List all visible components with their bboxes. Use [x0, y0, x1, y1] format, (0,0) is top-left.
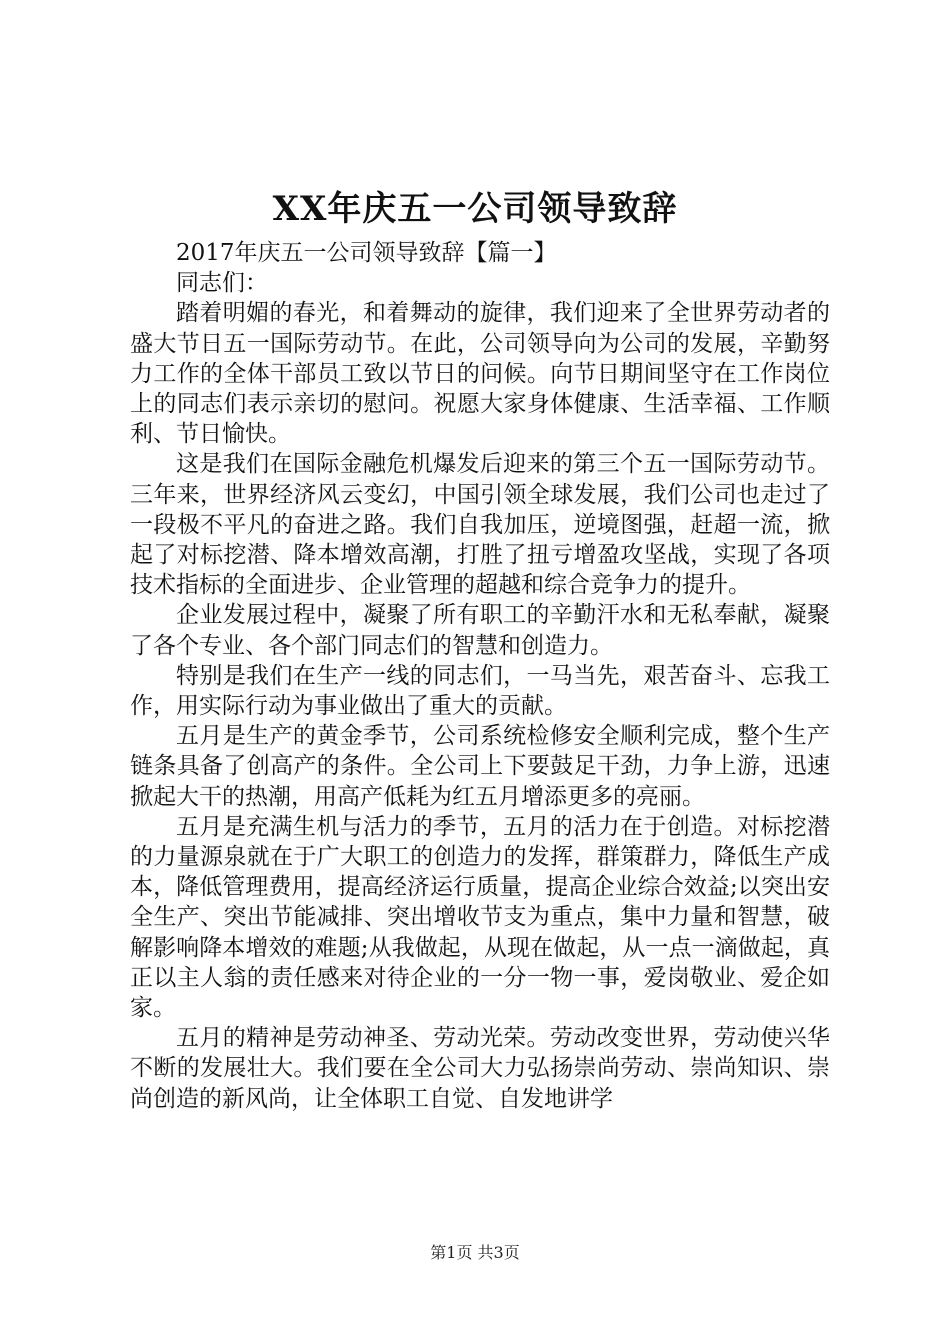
- paragraph: 特别是我们在生产一线的同志们，一马当先，艰苦奋斗、忘我工作，用实际行动为事业做出了重大的贡献。: [130, 662, 830, 720]
- paragraph: 这是我们在国际金融危机爆发后迎来的第三个五一国际劳动节。三年来，世界经济风云变幻，中国引领全球发展，我们公司也走过了一段极不平凡的奋进之路。我们自我加压，逆境图强，赶超一流，掀起了对标挖潜、降本增效高潮，打胜了扭亏增盈攻坚战，实现了各项技术指标的全面进步、企业管理的超越和综合竞争力的提升。: [130, 451, 830, 599]
- paragraph: 五月是充满生机与活力的季节，五月的活力在于创造。对标挖潜的力量源泉就在于广大职工的创造力的发挥，群策群力，降低生产成本，降低管理费用，提高经济运行质量，提高企业综合效益;以突出安全生产、突出节能减排、突出增收节支为重点，集中力量和智慧，破解影响降本增效的难题;从我做起，从现在做起，从一点一滴做起，真正以主人翁的责任感来对待企业的一分一物一事，爱岗敬业、爱企如家。: [130, 813, 830, 1022]
- section-heading: 2017年庆五一公司领导致辞【篇一】: [176, 240, 557, 266]
- document-body: [130, 238, 830, 1114]
- paragraph: 五月是生产的黄金季节，公司系统检修安全顺利完成，整个生产链条具备了创高产的条件。全公司上下要鼓足干劲，力争上游，迅速掀起大干的热潮，用高产低耗为红五月增添更多的亮丽。: [130, 723, 830, 810]
- salutation: 同志们：: [176, 270, 268, 297]
- page-number-footer: 第1页 共3页: [430, 1243, 520, 1262]
- document-title: XX年庆五一公司领导致辞: [272, 189, 678, 229]
- paragraph: 五月的精神是劳动神圣、劳动光荣。劳动改变世界，劳动使兴华不断的发展壮大。我们要在全公司大力弘扬崇尚劳动、崇尚知识、崇尚创造的新风尚，让全体职工自觉、自发地讲学: [130, 1025, 830, 1112]
- paragraph: 企业发展过程中，凝聚了所有职工的辛勤汗水和无私奉献，凝聚了各个专业、各个部门同志们的智慧和创造力。: [130, 602, 830, 659]
- paragraph: 踏着明媚的春光，和着舞动的旋律，我们迎来了全世界劳动者的盛大节日五一国际劳动节。在此，公司领导向为公司的发展，辛勤努力工作的全体干部员工致以节日的问候。向节日期间坚守在工作岗位上的同志们表示亲切的慰问。祝愿大家身体健康、生活幸福、工作顺利、节日愉快。: [130, 300, 830, 448]
